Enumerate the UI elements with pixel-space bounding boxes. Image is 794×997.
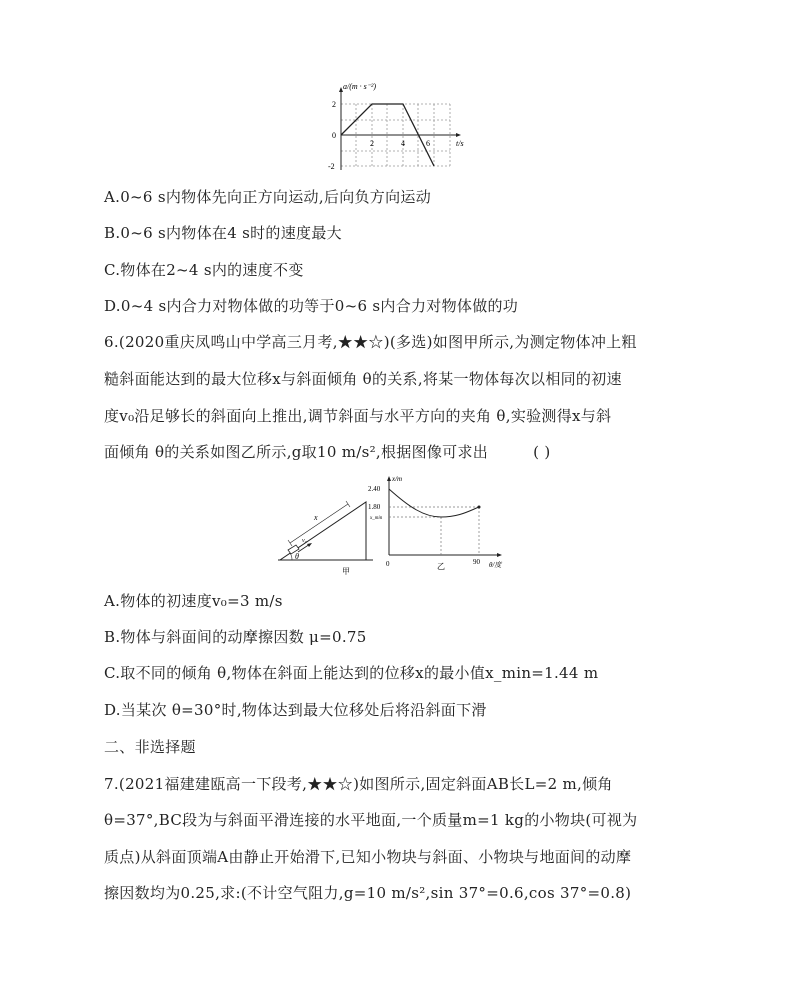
x-tick-label: 0 [386,560,390,568]
q6-stem-line-3: 度v₀沿足够长的斜面向上推出,调节斜面与水平方向的夹角 θ,实验测得x与斜 [104,407,612,425]
y-axis-label: x/m [392,475,403,483]
q6-stem-line-4 [104,441,551,462]
y-tick-label: 0 [332,131,336,140]
caption-jia: 甲 [342,567,350,576]
label-x: x [314,513,318,522]
x-tick-label: 2 [370,139,374,148]
incline-figure-jia [278,492,378,577]
q6-option-b: B.物体与斜面间的动摩擦因数 μ=0.75 [104,628,367,646]
q7-stem-line-4: 擦因数均为0.25,求:(不计空气阻力,g=10 m/s²,sin 37°=0.6,cos 37°=0.8) [104,884,632,902]
y-tick-label: -2 [328,162,335,171]
acceleration-time-graph [328,80,478,175]
q6-option-a: A.物体的初速度v₀=3 m/s [104,592,283,610]
q6-option-c: C.取不同的倾角 θ,物体在斜面上能达到的位移x的最小值x_min=1.44 m [104,664,599,682]
q5-option-b: B.0~6 s内物体在4 s时的速度最大 [104,224,342,242]
q7-stem-line-1: 7.(2021福建建瓯高一下段考,★★☆)如图所示,固定斜面AB长L=2 m,倾角 [104,775,613,793]
displacement-angle-graph-yi [364,473,514,573]
q6-option-d: D.当某次 θ=30°时,物体达到最大位移处后将沿斜面下滑 [104,701,487,719]
y-tick-label: 1.80 [368,503,381,511]
q6-stem-line-2: 糙斜面能达到的最大位移x与斜面倾角 θ的关系,将某一物体每次以相同的初速 [104,370,622,388]
caption-yi: 乙 [437,562,445,571]
displacement-curve [389,489,479,517]
x-tick-label: 6 [426,139,430,148]
x-axis-label: t/s [456,139,464,148]
answer-bracket: ( ) [533,443,551,461]
q7-stem-line-3: 质点)从斜面顶端A由静止开始滑下,已知小物块与斜面、小物块与地面间的动摩 [104,848,632,866]
y-tick-label: 2.40 [368,485,381,493]
section-heading: 二、非选择题 [104,738,196,756]
q7-stem-line-2: θ=37°,BC段为与斜面平滑连接的水平地面,一个质量m=1 kg的小物块(可视为 [104,811,638,829]
q6-stem-line-1: 6.(2020重庆凤鸣山中学高三月考,★★☆)(多选)如图甲所示,为测定物体冲上粗 [104,333,637,351]
y-axis-label: a/(m · s⁻²) [343,82,377,91]
y-tick-label: x_min [370,516,383,521]
y-tick-label: 2 [332,100,336,109]
x-axis-label: θ/度 [489,561,502,569]
q5-option-c: C.物体在2~4 s内的速度不变 [104,261,304,279]
label-theta: θ [295,552,299,561]
x-tick-label: 4 [401,139,405,148]
label-v0: v₀ [302,538,307,544]
q5-option-d: D.0~4 s内合力对物体做的功等于0~6 s内合力对物体做的功 [104,297,519,315]
q5-option-a: A.0~6 s内物体先向正方向运动,后向负方向运动 [104,188,431,206]
curve-endpoint [478,506,481,509]
x-tick-label: 90 [473,558,480,566]
q6-stem-text: 面倾角 θ的关系如图乙所示,g取10 m/s²,根据图像可求出 [104,443,489,461]
